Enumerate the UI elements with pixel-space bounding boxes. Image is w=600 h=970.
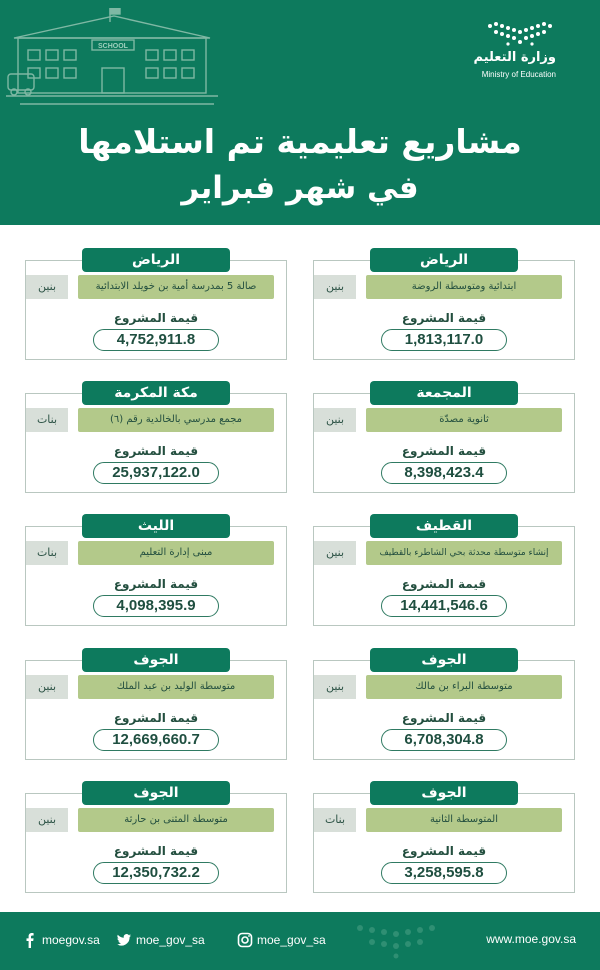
project-value: 4,098,395.9 — [93, 595, 219, 617]
facebook-link[interactable] — [22, 932, 100, 948]
city-badge: الجوف — [370, 781, 518, 805]
project-card — [25, 785, 287, 893]
school-name-bar — [314, 408, 562, 432]
instagram-handle: moe_gov_sa — [257, 933, 326, 947]
city-badge: الرياض — [82, 248, 230, 272]
school-building-illustration — [6, 8, 221, 108]
project-value: 1,813,117.0 — [381, 329, 507, 351]
project-card — [25, 252, 287, 360]
project-value-label: قيمة المشروع — [401, 711, 487, 725]
project-value: 4,752,911.8 — [93, 329, 219, 351]
school-name-bar — [26, 675, 274, 699]
ministry-name-arabic: وزارة التعليم — [473, 50, 556, 65]
gender-label: بنين — [26, 675, 68, 699]
project-value-label: قيمة المشروع — [401, 577, 487, 591]
school-name-bar — [26, 275, 274, 299]
instagram-icon — [237, 932, 253, 948]
twitter-link[interactable] — [116, 932, 205, 948]
school-sign-text: SCHOOL — [98, 43, 128, 50]
school-name: متوسطة البراء بن مالك — [366, 675, 562, 699]
gender-label: بنات — [26, 408, 68, 432]
city-badge: مكة المكرمة — [82, 381, 230, 405]
project-value-label: قيمة المشروع — [113, 311, 199, 325]
project-value: 14,441,546.6 — [381, 595, 507, 617]
school-name: مبنى إدارة التعليم — [78, 541, 274, 565]
gender-label: بنين — [314, 541, 356, 565]
twitter-icon — [116, 932, 132, 948]
city-badge: الجوف — [82, 781, 230, 805]
project-card — [313, 518, 575, 626]
school-name-bar — [314, 808, 562, 832]
project-card — [25, 385, 287, 493]
gender-label: بنات — [26, 541, 68, 565]
city-badge: الليث — [82, 514, 230, 538]
city-badge: القطيف — [370, 514, 518, 538]
gender-label: بنين — [314, 675, 356, 699]
school-name: صالة 5 بمدرسة أمية بن خويلد الابتدائية — [78, 275, 274, 299]
gender-label: بنات — [314, 808, 356, 832]
school-name-bar — [314, 675, 562, 699]
school-name-bar — [26, 808, 274, 832]
city-badge: الجوف — [82, 648, 230, 672]
project-value-label: قيمة المشروع — [401, 311, 487, 325]
ministry-name-english: Ministry of Education — [481, 70, 556, 79]
project-value: 8,398,423.4 — [381, 462, 507, 484]
facebook-icon — [22, 932, 38, 948]
project-card — [313, 652, 575, 760]
project-card — [313, 385, 575, 493]
project-value: 12,350,732.2 — [93, 862, 219, 884]
website-link[interactable]: www.moe.gov.sa — [486, 932, 576, 946]
gender-label: بنين — [314, 408, 356, 432]
instagram-link[interactable] — [237, 932, 326, 948]
school-name: متوسطة المثنى بن حارثة — [78, 808, 274, 832]
header-banner — [0, 0, 600, 225]
decorative-dots — [350, 920, 450, 962]
footer-bar — [0, 912, 600, 970]
project-value: 25,937,122.0 — [93, 462, 219, 484]
gender-label: بنين — [314, 275, 356, 299]
project-value-label: قيمة المشروع — [113, 844, 199, 858]
ministry-logo-icon — [482, 18, 562, 50]
school-name: المتوسطة الثانية — [366, 808, 562, 832]
page-title-line-1: مشاريع تعليمية تم استلامها — [78, 122, 522, 161]
project-value: 12,669,660.7 — [93, 729, 219, 751]
school-name: ابتدائية ومتوسطة الروضة — [366, 275, 562, 299]
school-name: ثانوية مصدّة — [366, 408, 562, 432]
project-card — [313, 785, 575, 893]
project-card — [313, 252, 575, 360]
school-name: مجمع مدرسي بالخالدية رقم (٦) — [78, 408, 274, 432]
gender-label: بنين — [26, 808, 68, 832]
twitter-handle: moe_gov_sa — [136, 933, 205, 947]
school-name-bar — [314, 541, 562, 565]
project-value-label: قيمة المشروع — [113, 577, 199, 591]
city-badge: المجمعة — [370, 381, 518, 405]
page-title-line-2: في شهر فبراير — [181, 170, 419, 206]
gender-label: بنين — [26, 275, 68, 299]
project-value-label: قيمة المشروع — [113, 711, 199, 725]
ministry-logo — [442, 18, 562, 88]
project-value: 3,258,595.8 — [381, 862, 507, 884]
school-name: متوسطة الوليد بن عبد الملك — [78, 675, 274, 699]
project-value-label: قيمة المشروع — [401, 844, 487, 858]
project-card — [25, 518, 287, 626]
school-name: إنشاء متوسطة محدثة بحي الشاطرء بالقطيف — [366, 541, 562, 565]
facebook-handle: moegov.sa — [42, 933, 100, 947]
project-value-label: قيمة المشروع — [401, 444, 487, 458]
project-card — [25, 652, 287, 760]
project-value: 6,708,304.8 — [381, 729, 507, 751]
school-name-bar — [26, 541, 274, 565]
project-value-label: قيمة المشروع — [113, 444, 199, 458]
school-name-bar — [314, 275, 562, 299]
city-badge: الجوف — [370, 648, 518, 672]
city-badge: الرياض — [370, 248, 518, 272]
school-name-bar — [26, 408, 274, 432]
